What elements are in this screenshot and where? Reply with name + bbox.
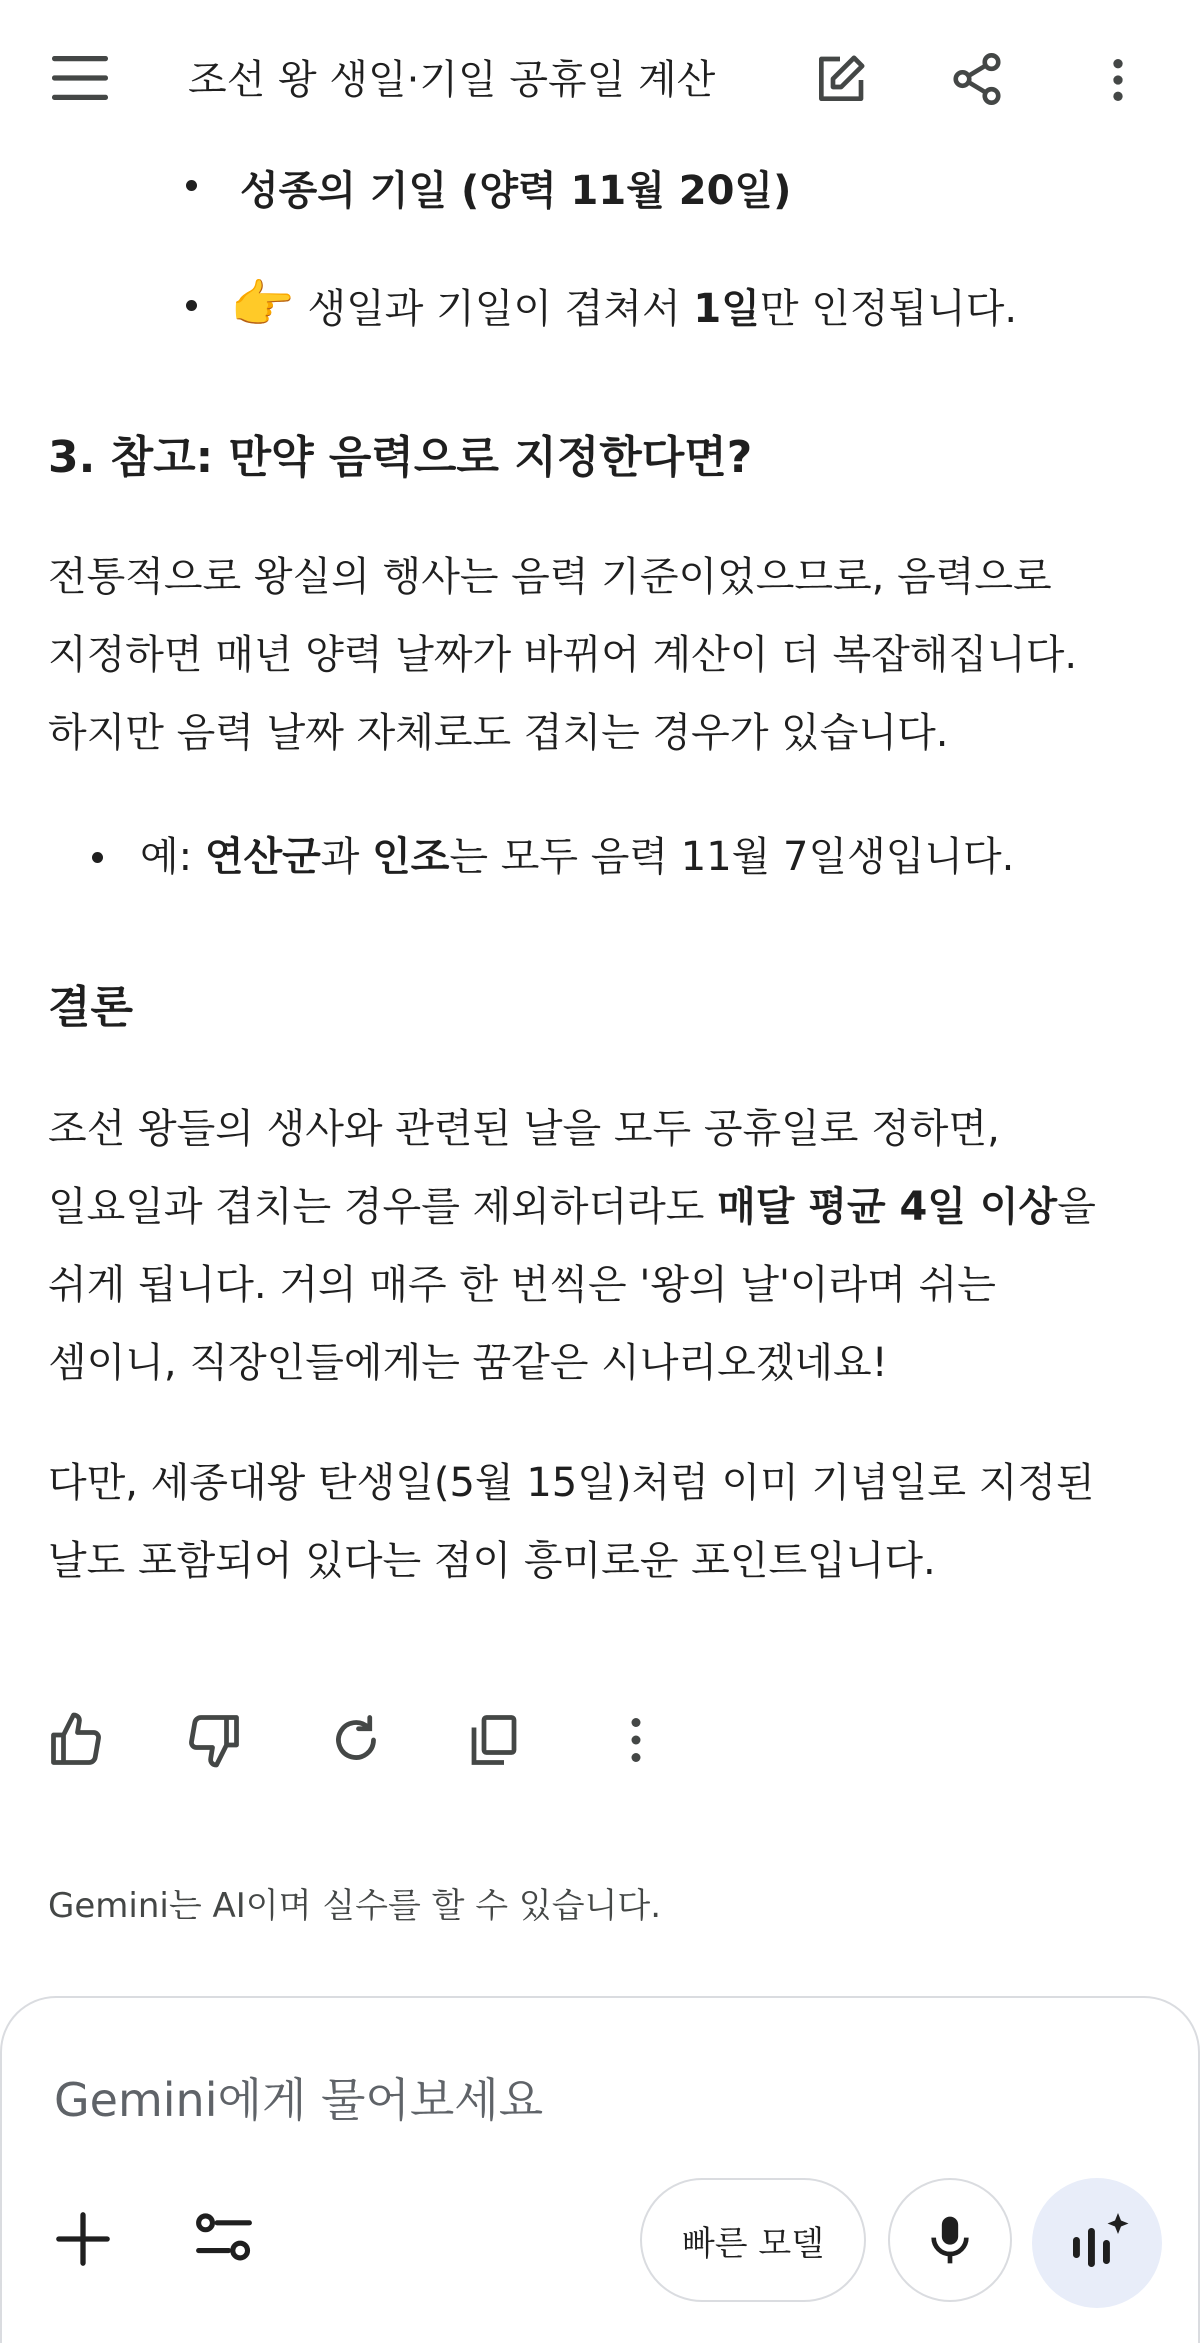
edit-icon[interactable] <box>812 52 868 108</box>
example-bullet: 예: 연산군과 인조는 모두 음력 11월 7일생입니다. <box>140 834 1015 880</box>
fast-model-button[interactable] <box>640 2178 866 2302</box>
final-line: 다만, 세종대왕 탄생일(5월 15일)처럼 이미 기념일로 지정된 <box>48 1460 1095 1506</box>
section3-heading: 3. 참고: 만약 음력으로 지정한다면? <box>48 432 753 483</box>
conclusion-heading: 결론 <box>48 982 134 1033</box>
bullet-overlap: 👉 생일과 기일이 겹쳐서 1일만 인정됩니다. <box>230 275 1018 335</box>
section3-line: 하지만 음력 날짜 자체로도 겹치는 경우가 있습니다. <box>48 710 949 756</box>
bullet <box>186 180 197 191</box>
disclaimer: Gemini는 AI이며 실수를 할 수 있습니다. <box>48 1886 662 1926</box>
conclusion-line: 쉬게 됩니다. 거의 매주 한 번씩은 '왕의 날'이라며 쉬는 <box>48 1262 996 1308</box>
conclusion-line: 조선 왕들의 생사와 관련된 날을 모두 공휴일로 정하면, <box>48 1106 1000 1152</box>
live-button[interactable] <box>1032 2178 1162 2308</box>
pointing-emoji: 👉 <box>230 275 295 335</box>
mic-button[interactable] <box>888 2178 1012 2302</box>
share-icon[interactable] <box>948 50 1006 108</box>
copy-icon[interactable] <box>464 1710 524 1770</box>
page-title: 조선 왕 생일·기일 공휴일 계산 <box>188 57 716 103</box>
fast-model-label: 빠른 모델 <box>681 2223 825 2264</box>
bullet <box>186 300 197 311</box>
conclusion-line: 일요일과 겹치는 경우를 제외하더라도 매달 평균 4일 이상을 <box>48 1184 1096 1230</box>
more-vert-icon[interactable] <box>1100 52 1136 108</box>
bullet <box>92 852 103 863</box>
mic-icon <box>922 2212 978 2268</box>
section3-line: 전통적으로 왕실의 행사는 음력 기준이었으므로, 음력으로 <box>48 554 1052 600</box>
final-line: 날도 포함되어 있다는 점이 흥미로운 포인트입니다. <box>48 1538 936 1584</box>
top-app-bar <box>0 0 1200 160</box>
plus-icon[interactable] <box>54 2210 112 2268</box>
thumb-up-icon[interactable] <box>46 1710 106 1770</box>
more-vert-icon[interactable] <box>606 1710 666 1770</box>
tools-icon[interactable] <box>194 2210 254 2268</box>
partial-line: 성종의 기일 (양력 11월 20일) <box>240 168 792 214</box>
thumb-down-icon[interactable] <box>184 1710 244 1770</box>
menu-icon[interactable] <box>52 56 108 100</box>
redo-icon[interactable] <box>326 1710 386 1770</box>
conclusion-line: 셈이니, 직장인들에게는 꿈같은 시나리오겠네요! <box>48 1340 888 1386</box>
prompt-input[interactable]: Gemini에게 물어보세요 <box>54 2073 544 2127</box>
section3-line: 지정하면 매년 양력 날짜가 바뀌어 계산이 더 복잡해집니다. <box>48 632 1078 678</box>
prompt-composer <box>0 1996 1200 2343</box>
live-spark-icon <box>1061 2207 1133 2279</box>
